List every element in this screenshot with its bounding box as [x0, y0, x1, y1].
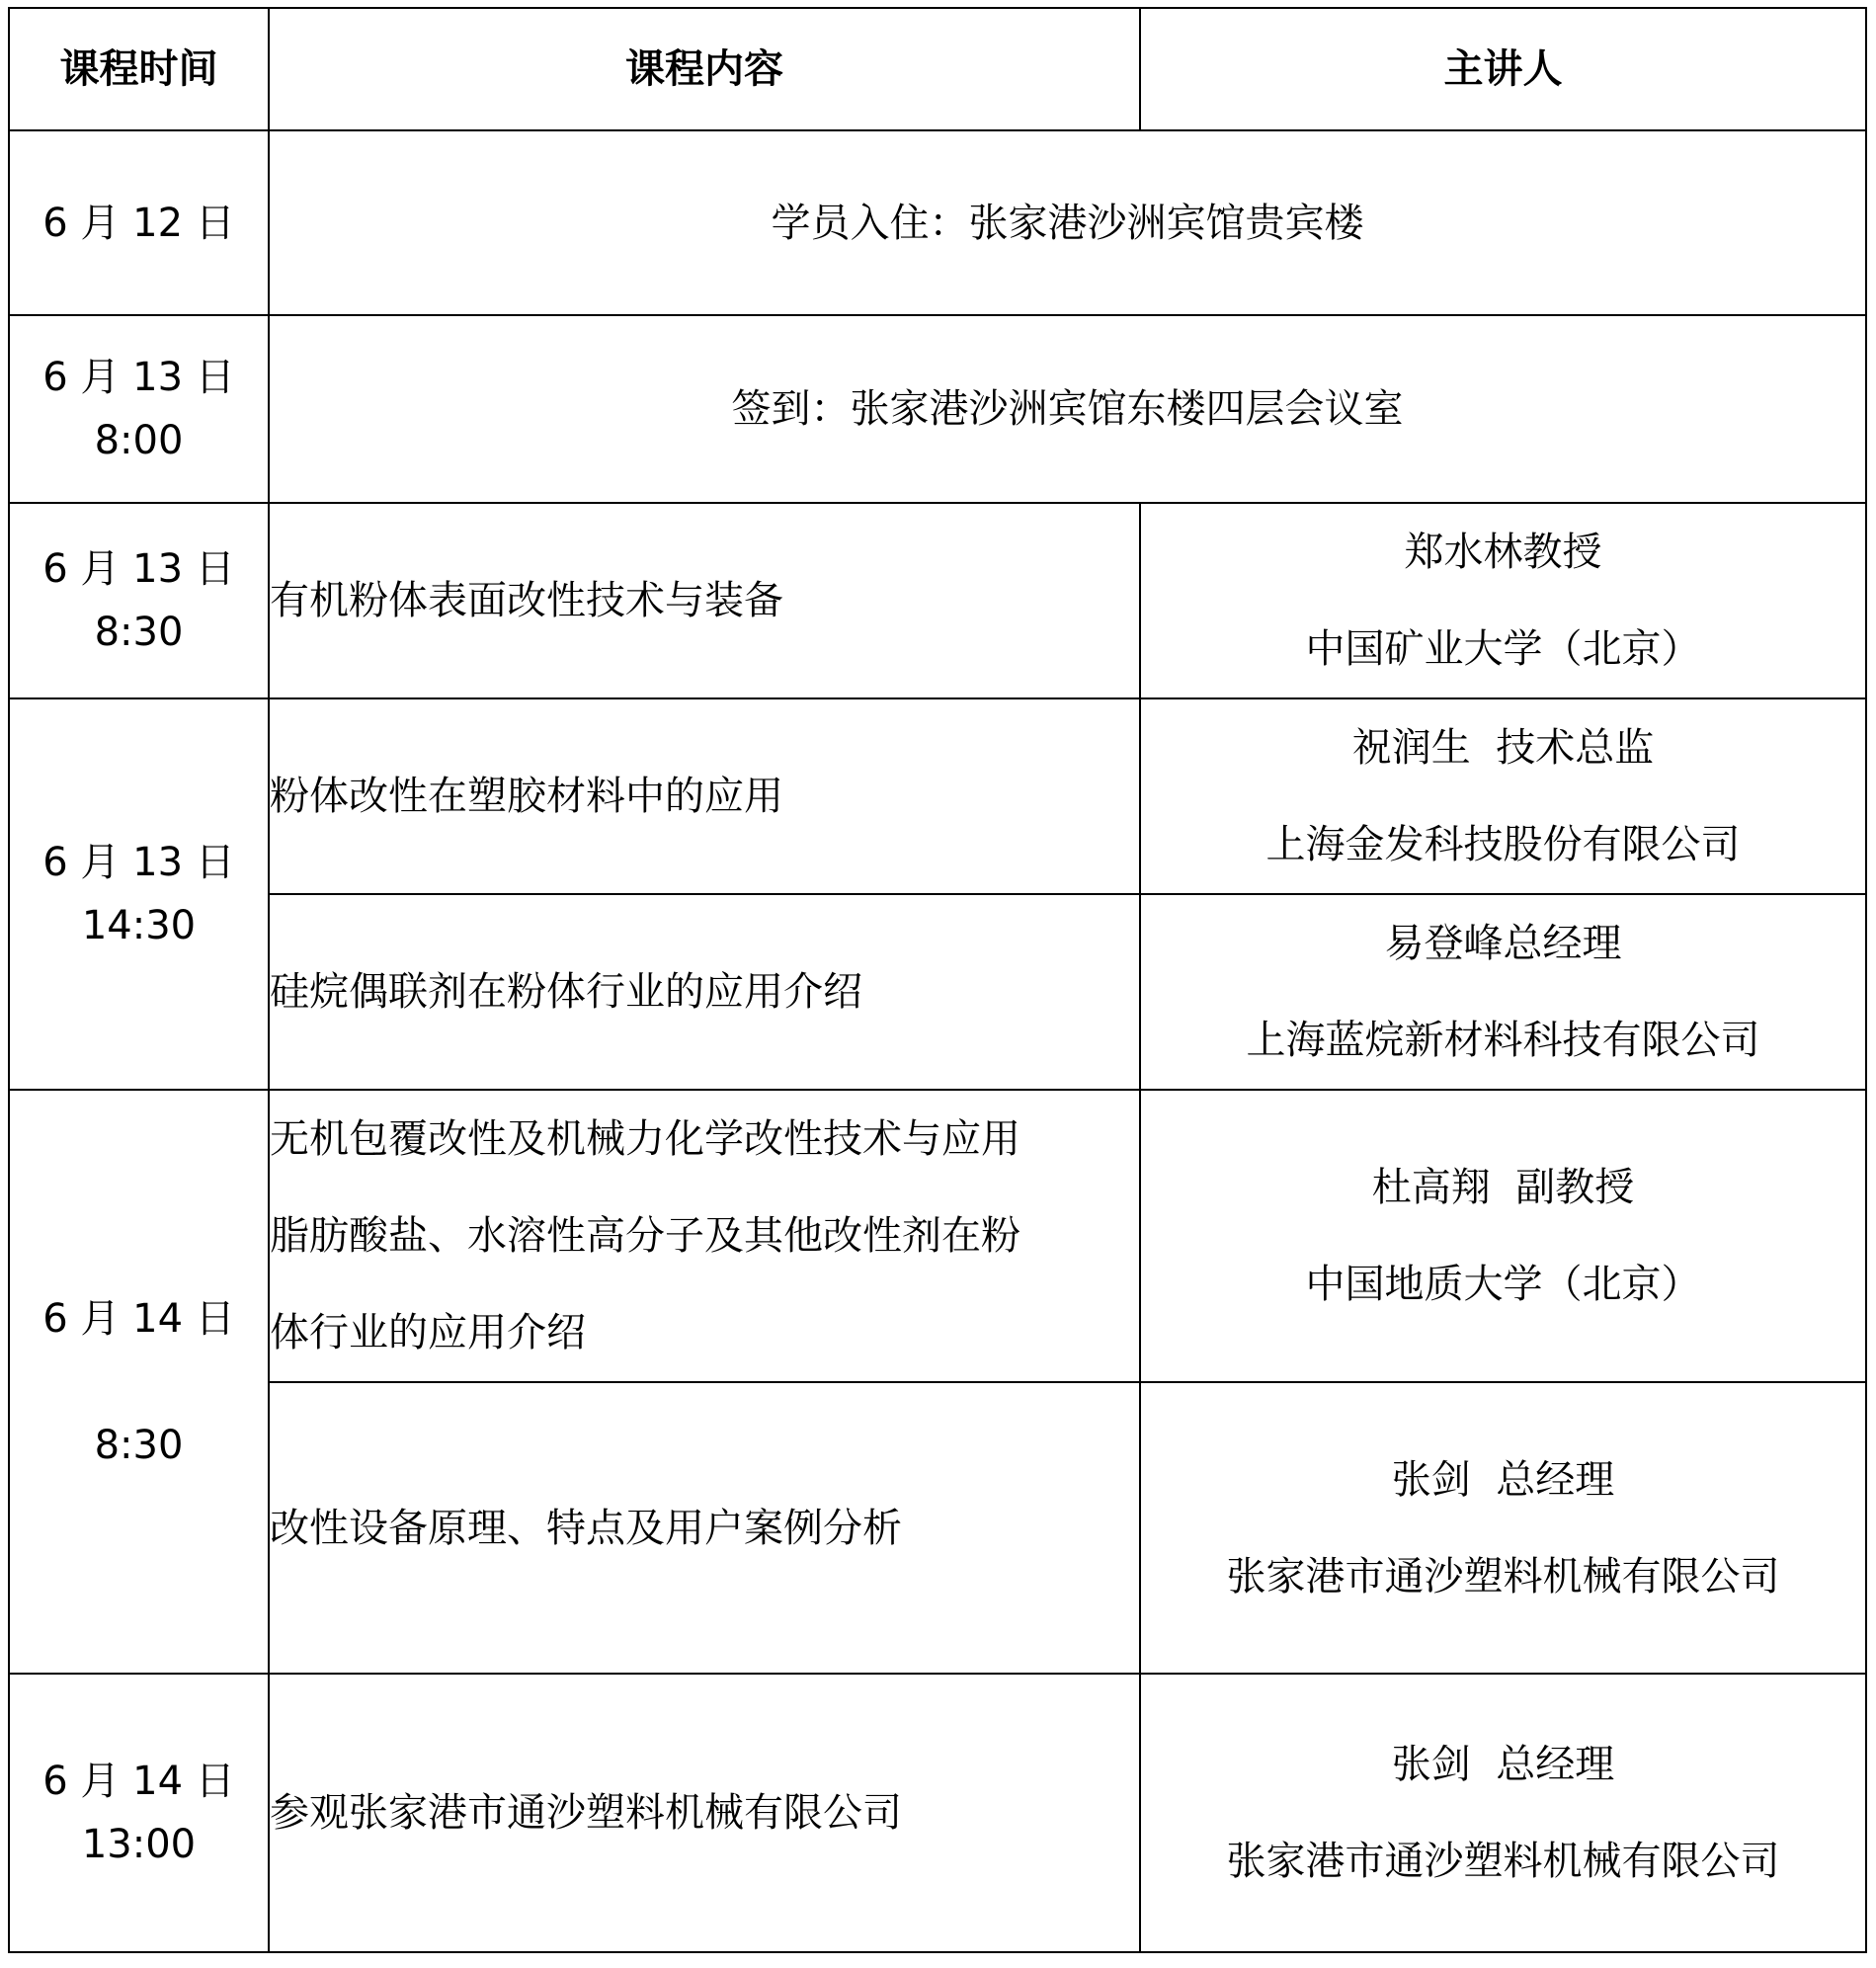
table-row — [9, 698, 1866, 894]
content-line: 体行业的应用介绍 — [270, 1310, 586, 1355]
time-cell — [9, 698, 269, 1090]
speaker-cell — [1140, 1090, 1866, 1382]
time-date: 6 月 14 日 — [42, 1759, 235, 1804]
speaker-org: 张家港市通沙塑料机械有限公司 — [1226, 1839, 1780, 1884]
time-date: 6 月 12 日 — [42, 200, 235, 246]
time-clock: 8:30 — [94, 610, 184, 655]
time-cell — [9, 1674, 269, 1952]
speaker-name: 祝润生 技术总监 — [1351, 725, 1655, 771]
speaker-cell — [1140, 503, 1866, 698]
content-cell: 签到：张家港沙洲宾馆东楼四层会议室 — [269, 315, 1866, 503]
speaker-name: 郑水林教授 — [1404, 530, 1602, 575]
time-clock: 8:00 — [94, 418, 184, 463]
time-cell — [9, 1090, 269, 1674]
speaker-name: 张剑 总经理 — [1391, 1456, 1615, 1503]
speaker-org: 上海蓝烷新材料科技有限公司 — [1246, 1018, 1760, 1063]
table-row — [9, 1382, 1866, 1674]
time-date: 6 月 13 日 — [42, 840, 235, 885]
content-cell — [269, 1090, 1140, 1382]
time-cell — [9, 130, 269, 315]
speaker-cell — [1140, 1674, 1866, 1952]
content-line: 脂肪酸盐、水溶性高分子及其他改性剂在粉 — [270, 1213, 1020, 1259]
speaker-org: 中国地质大学（北京） — [1305, 1262, 1701, 1307]
content-cell: 参观张家港市通沙塑料机械有限公司 — [269, 1674, 1140, 1952]
content-line: 无机包覆改性及机械力化学改性技术与应用 — [270, 1116, 1020, 1162]
time-cell — [9, 315, 269, 503]
time-clock: 13:00 — [81, 1822, 197, 1867]
time-clock: 8:30 — [94, 1422, 184, 1468]
time-cell — [9, 503, 269, 698]
table-row — [9, 894, 1866, 1090]
speaker-cell — [1140, 894, 1866, 1090]
time-date: 6 月 13 日 — [42, 355, 235, 400]
speaker-name: 张剑 总经理 — [1391, 1742, 1615, 1787]
header-content: 课程内容 — [269, 8, 1140, 130]
speaker-name: 易登峰总经理 — [1384, 921, 1622, 966]
speaker-org: 上海金发科技股份有限公司 — [1265, 822, 1741, 867]
speaker-org: 张家港市通沙塑料机械有限公司 — [1226, 1553, 1780, 1599]
header-speaker: 主讲人 — [1140, 8, 1866, 130]
content-cell: 有机粉体表面改性技术与装备 — [269, 503, 1140, 698]
content-cell: 学员入住：张家港沙洲宾馆贵宾楼 — [269, 130, 1866, 315]
time-date: 6 月 14 日 — [42, 1295, 235, 1342]
time-date: 6 月 13 日 — [42, 546, 235, 592]
speaker-cell — [1140, 698, 1866, 894]
header-time: 课程时间 — [9, 8, 269, 130]
content-cell: 改性设备原理、特点及用户案例分析 — [269, 1382, 1140, 1674]
speaker-org: 中国矿业大学（北京） — [1305, 626, 1701, 672]
speaker-cell — [1140, 1382, 1866, 1674]
table-row — [9, 130, 1866, 315]
time-spacer — [10, 1351, 268, 1414]
table-row — [9, 315, 1866, 503]
content-cell: 粉体改性在塑胶材料中的应用 — [269, 698, 1140, 894]
course-schedule-table — [8, 7, 1867, 1953]
time-clock: 14:30 — [81, 903, 197, 948]
content-cell: 硅烷偶联剂在粉体行业的应用介绍 — [269, 894, 1140, 1090]
table-row — [9, 1090, 1866, 1382]
table-row — [9, 503, 1866, 698]
table-row — [9, 1674, 1866, 1952]
table-header-row — [9, 8, 1866, 130]
speaker-name: 杜高翔 副教授 — [1371, 1165, 1635, 1210]
